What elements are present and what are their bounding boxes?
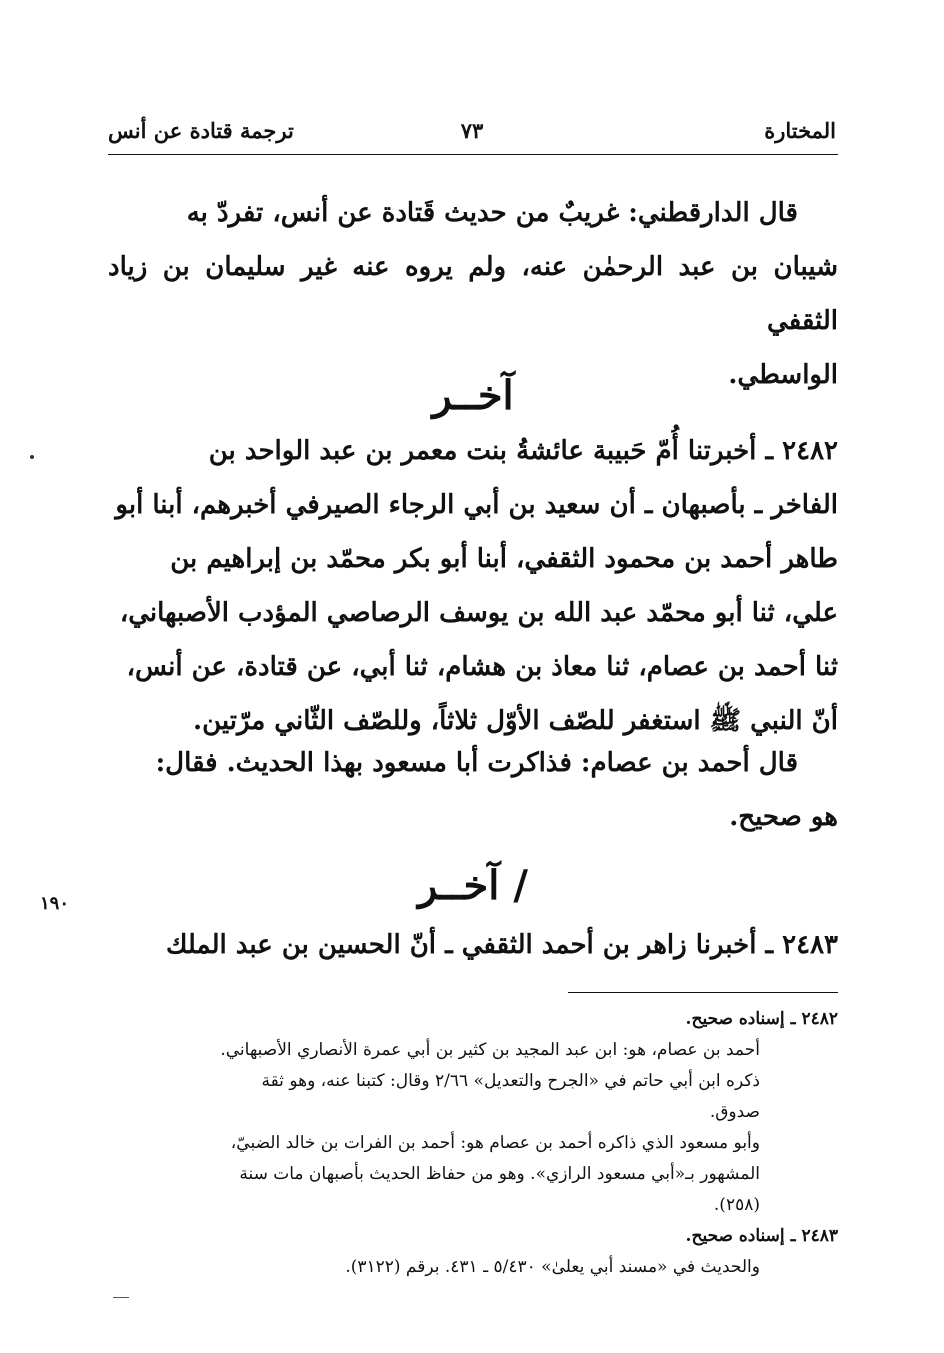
hadith-2482-note xyxy=(108,736,838,844)
footnote-line: والحديث في «مسند أبي يعلىٰ» ٥/٤٣٠ ـ ٤٣١. برقم (٣١٢٢). xyxy=(345,1257,760,1277)
note-line: هو صحيح. xyxy=(729,802,838,832)
hadith-2482 xyxy=(108,424,838,748)
intro-line: الواسطي. xyxy=(728,360,838,390)
footnote-line: أحمد بن عصام، هو: ابن عبد المجيد بن كثير بن أبي عمرة الأنصاري الأصبهاني. xyxy=(220,1040,760,1060)
hadith-line: ٢٤٨٣ ـ أخبرنا زاهر بن أحمد الثقفي ـ أنّ الحسين بن عبد الملك xyxy=(166,930,838,960)
hadith-line: أنّ النبي ﷺ استغفر للصّف الأوّل ثلاثاً، وللصّف الثّاني مرّتين. xyxy=(193,706,838,736)
footnote-line: صدوق. xyxy=(709,1102,760,1122)
footnote-divider xyxy=(568,992,838,993)
hadith-line: ٢٤٨٢ ـ أخبرتنا أُمّ حَبيبة عائشةُ بنت معمر بن عبد الواحد بن xyxy=(208,436,838,466)
footnote-line: ذكره ابن أبي حاتم في «الجرح والتعديل» ٢/٦٦ وقال: كتبنا عنه، وهو ثقة xyxy=(261,1071,760,1091)
footnote-line: وأبو مسعود الذي ذاكره أحمد بن عصام هو: أحمد بن الفرات بن خالد الضبيّ، xyxy=(230,1133,760,1153)
intro-line: شيبان بن عبد الرحمٰن عنه، ولم يروه عنه غير سليمان بن زياد الثقفي xyxy=(108,252,838,336)
intro-line: قال الدارقطني: غريبٌ من حديث قَتادة عن أنس، تفردّ به xyxy=(186,198,798,228)
footnotes xyxy=(108,1004,838,1283)
section-title: / آخــر xyxy=(418,862,528,909)
margin-page-reference: ١٩٠ xyxy=(40,893,70,914)
header-book-title: المختارة xyxy=(764,118,836,143)
footnote-heading: ٢٤٨٣ ـ إسناده صحيح. xyxy=(685,1226,838,1246)
page-number: ٧٣ xyxy=(460,118,484,143)
hadith-2483 xyxy=(108,918,838,972)
margin-dot xyxy=(30,455,34,459)
hadith-line: طاهر أحمد بن محمود الثقفي، أبنا أبو بكر محمّد بن إبراهيم بن xyxy=(170,544,838,574)
footnote-line: المشهور بـ«أبي مسعود الرازي». وهو من حفاظ الحديث بأصبهان مات سنة xyxy=(239,1164,760,1184)
hadith-line: علي، ثنا أبو محمّد عبد الله بن يوسف الرصاصي المؤدب الأصبهاني، xyxy=(119,598,838,628)
section-title: آخــر xyxy=(432,372,514,419)
hadith-line: ثنا أحمد بن عصام، ثنا معاذ بن هشام، ثنا أبي، عن قتادة، عن أنس، xyxy=(126,652,838,682)
running-header xyxy=(108,118,836,152)
page-bottom-mark xyxy=(113,1297,129,1298)
intro-paragraph xyxy=(108,186,838,402)
note-line: قال أحمد بن عصام: فذاكرت أبا مسعود بهذا الحديث. فقال: xyxy=(155,748,798,778)
header-chapter-title: ترجمة قتادة عن أنس xyxy=(108,118,294,143)
footnote-heading: ٢٤٨٢ ـ إسناده صحيح. xyxy=(685,1009,838,1029)
header-divider xyxy=(108,154,838,155)
hadith-line: الفاخر ـ بأصبهان ـ أن سعيد بن أبي الرجاء الصيرفي أخبرهم، أبنا أبو xyxy=(115,490,838,520)
footnote-line: (٢٥٨). xyxy=(713,1195,760,1215)
